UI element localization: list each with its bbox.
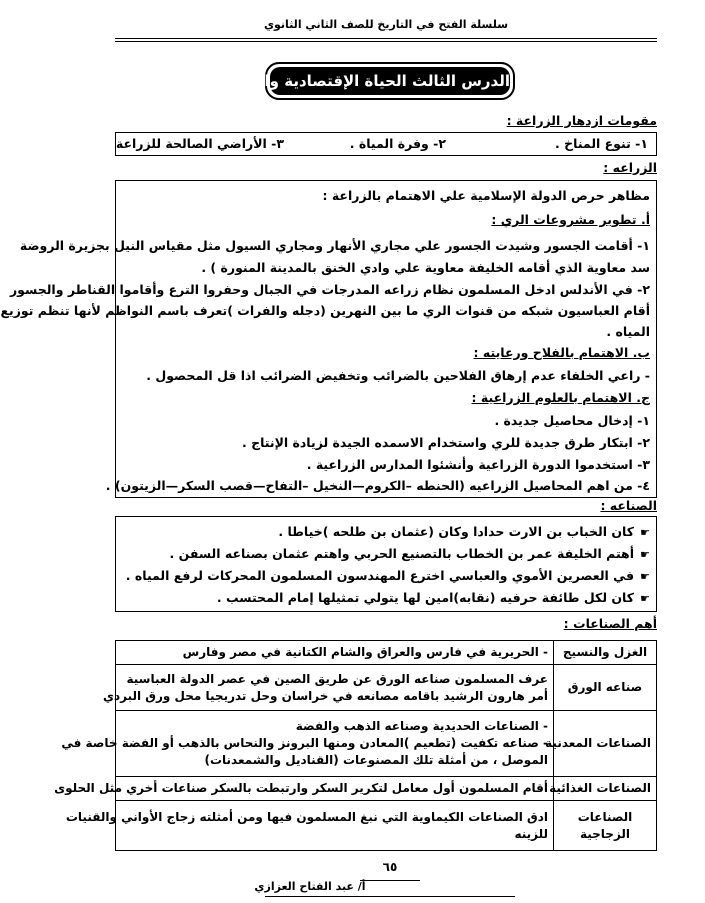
industry-desc: عرف المسلمون صناعه الورق عن طريق الصين في عصر الدولة العباسية أمر هارون الرشيد باقامه مصانعه في خراسان وحل تدريجيا محل ورق البردي [116, 665, 554, 711]
factor-item-3: ٣- الأراضي الصالحة للزراعة [115, 136, 284, 151]
farmers-line: - راعي الخلفاء عدم إرهاق الفلاحين بالضرائب وتخفيض الضرائب اذا قل المحصول . [146, 368, 650, 383]
table-row [116, 711, 657, 777]
industry-heading: الصناعه : [600, 498, 657, 513]
industry-bullet: ☛أهتم الخليفة عمر بن الخطاب بالتصنيع الحربي واهتم عثمان بصناعه السفن . [169, 546, 650, 561]
industry-desc: أقام المسلمون أول معامل لتكرير السكر وارتبطت بالسكر صناعات أخري مثل الحلوى [116, 777, 554, 801]
agriculture-box [0, 180, 657, 498]
sciences-heading: ج. الاهتمام بالعلوم الزراعية : [471, 390, 650, 405]
irrigation-line: أقام العباسيون شبكه من قنوات الري ما بين النهرين (دجله والفرات )تعرف باسم النواظم لأنها تنظم توزيع [0, 303, 650, 318]
industry-bullet: ☛كان الخباب بن الارت حدادا وكان (عثمان بن طلحه )خياطا . [278, 524, 650, 539]
sciences-line: ٢- ابتكار طرق جديدة للري واستخدام الاسمده الجيدة لزيادة الإنتاج . [241, 435, 650, 450]
sciences-line: ١- إدخال محاصيل جديدة . [494, 413, 650, 428]
irrigation-line: المياه . [606, 324, 650, 339]
header-rule [115, 38, 657, 39]
industry-bullet: ☛كان لكل طائفة حرفيه (نقابه)امين لها يتولي تمثيلها إمام المحتسب . [216, 590, 650, 605]
factor-item-1: ١- تنوع المناخ . [555, 136, 648, 151]
sciences-line: ٤- من اهم المحاصيل الزراعيه (الحنطه –الكروم—النخيل –التفاح—قصب السكر—الزيتون) . [105, 478, 650, 493]
sciences-line: ٣- استخدموا الدورة الزراعية وأنشئوا المدارس الزراعية . [306, 457, 650, 472]
workbook-page [0, 18, 657, 893]
irrigation-line: ١- أقامت الجسور وشيدت الجسور علي مجاري الأنهار ومجاري السيول مثل مقياس النيل بجزيرة الروضة [19, 238, 650, 253]
irrigation-line: سد معاوية الذي أقامه الخليفة معاوية علي وادي الخنق بالمدينة المنورة ) . [201, 260, 650, 275]
industry-desc: - الحريرية في فارس والعراق والشام الكتانية في مصر وفارس [116, 641, 554, 665]
industry-name: الصناعات المعدنية [554, 711, 657, 777]
table-row [116, 777, 657, 801]
industry-desc: - الصناعات الحديدية وصناعه الذهب والفضة - صناعه تكفيت (تطعيم )المعادن ومنها البرونز والنحاس بالذهب أو الفضة خاصة في الموصل ، من أمثلة تلك المصنوعات (القناديل والشمعدنات) [116, 711, 554, 777]
industry-name: الغزل والنسيج [554, 641, 657, 665]
industry-name: الصناعات الغذائية [554, 777, 657, 801]
agriculture-factors-box [115, 132, 657, 156]
industry-box [115, 516, 657, 612]
pointing-hand-icon: ☛ [640, 525, 650, 539]
industry-desc: ادق الصناعات الكيماوية التي نبغ المسلمون فيها ومن أمثلته زجاج الأواني والقنيات للزينه [116, 801, 554, 851]
industries-table-heading: أهم الصناعات : [563, 616, 657, 631]
irrigation-heading: أ. تطوير مشروعات الري : [491, 212, 650, 227]
lesson-title-border [195, 62, 515, 100]
page-number: ٦٥ [360, 860, 420, 881]
table-row [116, 801, 657, 851]
series-title: سلسلة الفتح في التاريخ للصف الثاني الثانوي [263, 18, 509, 31]
agriculture-heading: الزراعه : [603, 160, 657, 175]
industry-bullet: ☛في العصرين الأموي والعباسي اخترع المهندسون المسلمون المحركات لرفع المياه . [125, 568, 650, 583]
pointing-hand-icon: ☛ [640, 547, 650, 561]
pointing-hand-icon: ☛ [640, 569, 650, 583]
irrigation-line: ٢- في الأندلس ادخل المسلمون نظام زراعه المدرجات في الجبال وحفروا الترع وأقاموا القناطر والجسور [9, 282, 650, 297]
author-name: أ/ عبد الفتاح العزازي [254, 880, 366, 893]
industry-name: صناعه الورق [554, 665, 657, 711]
header-rule-thin [115, 41, 657, 42]
industries-table [54, 640, 657, 851]
industry-name: الصناعات الزجاجية [554, 801, 657, 851]
state-care-heading: مظاهر حرص الدولة الإسلامية علي الاهتمام بالزراعة : [322, 188, 650, 203]
farmers-heading: ب. الاهتمام بالفلاح ورعايته : [473, 345, 650, 360]
footer-rule [265, 896, 515, 897]
table-row [116, 641, 657, 665]
lesson-title-frame [195, 62, 515, 100]
agriculture-factors-heading: مقومات ازدهار الزراعة : [506, 113, 657, 128]
pointing-hand-icon: ☛ [640, 591, 650, 605]
factor-item-2: ٢- وفرة المياة . [349, 136, 446, 151]
lesson-title: الدرس الثالث الحياة الإقتصادية والأجتماعية [270, 67, 510, 95]
table-row [116, 665, 657, 711]
